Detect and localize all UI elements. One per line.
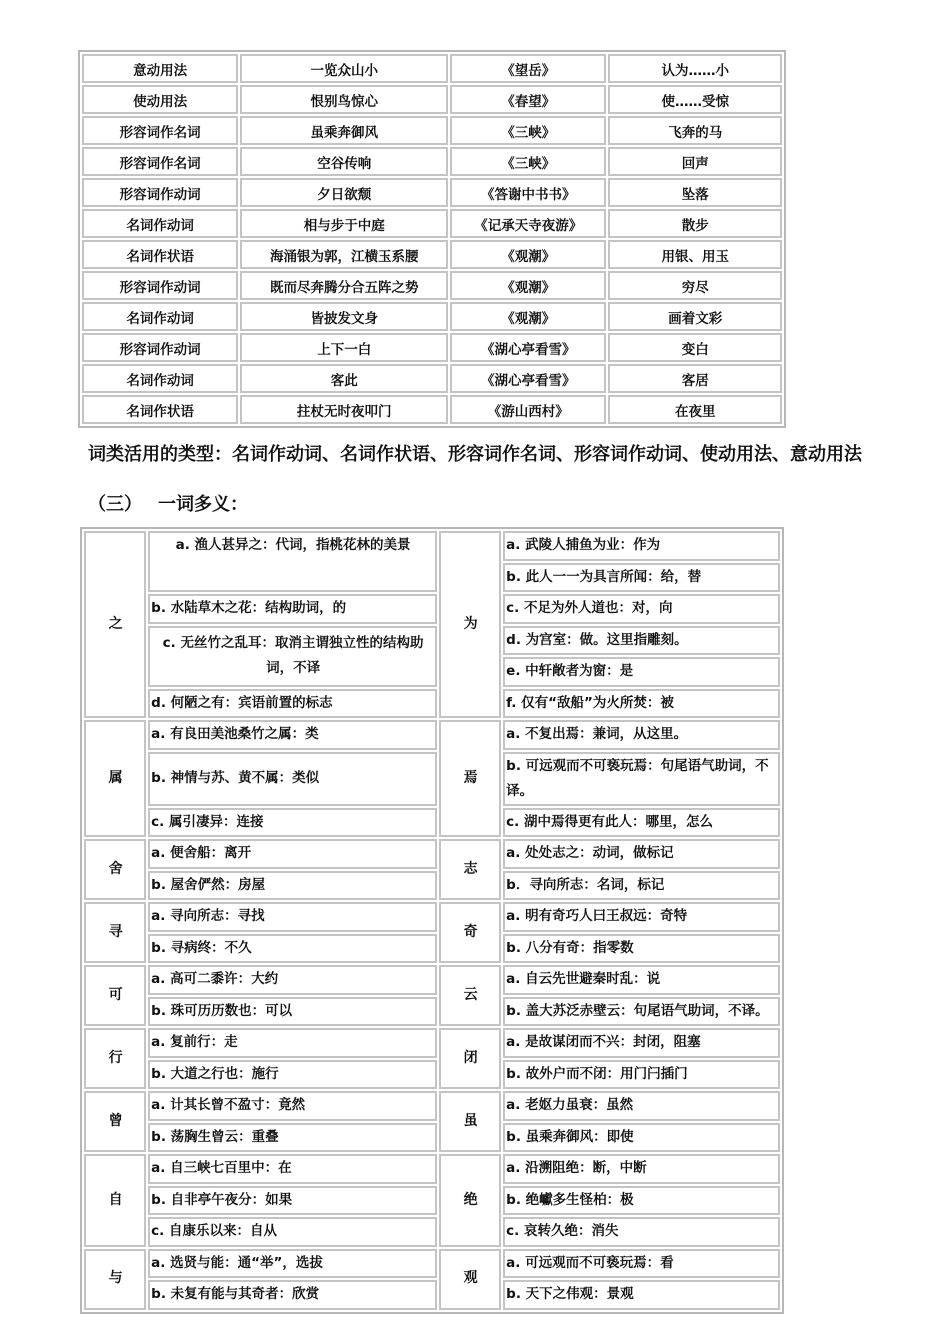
- meaning-item: a. 沿溯阻绝：断，中断: [503, 1154, 780, 1184]
- meaning: 坠落: [608, 178, 782, 207]
- example-sentence: 虽乘奔御风: [240, 116, 448, 145]
- meaning: 使……受惊: [608, 85, 782, 114]
- polysemy-table: [80, 527, 784, 1314]
- meaning-item: c. 属引凄异：连接: [148, 808, 437, 838]
- usage-types-summary: 词类活用的类型：名词作动词、名词作状语、形容词作名词、形容词作动词、使动用法、意动用法: [88, 444, 862, 465]
- meaning-item: a. 处处志之：动词，做标记: [503, 839, 780, 869]
- meaning: 散步: [608, 209, 782, 238]
- meaning-item: c. 自康乐以来：自从: [148, 1217, 437, 1247]
- usage-type: 名词作状语: [82, 240, 238, 269]
- usage-type: 名词作动词: [82, 209, 238, 238]
- meaning-item: b. 可远观而不可亵玩焉：句尾语气助词，不译。: [503, 752, 780, 806]
- word-zhi: 之: [84, 531, 146, 718]
- usage-type: 形容词作动词: [82, 333, 238, 362]
- word-guan: 观: [439, 1249, 501, 1310]
- section-title: 一词多义：: [158, 494, 248, 515]
- meaning-item: b. 珠可历历数也：可以: [148, 997, 437, 1027]
- meaning-item: a. 老妪力虽衰：虽然: [503, 1091, 780, 1121]
- source-text: 《望岳》: [450, 54, 606, 83]
- meaning: 回声: [608, 147, 782, 176]
- meaning-item: b. 此人一一为具言所闻：给，替: [503, 563, 780, 593]
- usage-type: 形容词作名词: [82, 116, 238, 145]
- meaning: 客居: [608, 364, 782, 393]
- meaning-item: a. 便舍船：离开: [148, 839, 437, 869]
- usage-type: 意动用法: [82, 54, 238, 83]
- usage-row: [82, 178, 782, 207]
- example-sentence: 夕日欲颓: [240, 178, 448, 207]
- polysemy-word: 可: [84, 965, 146, 1026]
- meaning-item: b. 八分有奇：指零数: [503, 934, 780, 964]
- polysemy-word: 志: [439, 839, 501, 900]
- word-class-usage-table: [78, 50, 786, 428]
- word-jue: 绝: [439, 1154, 501, 1247]
- word-wei: 为: [439, 531, 501, 718]
- meaning-item: b. 自非亭午夜分：如果: [148, 1186, 437, 1216]
- meaning-item: a. 可远观而不可亵玩焉：看: [503, 1249, 780, 1279]
- source-text: 《湖心亭看雪》: [450, 333, 606, 362]
- meaning-item: a. 明有奇巧人曰王叔远：奇特: [503, 902, 780, 932]
- meaning: 变白: [608, 333, 782, 362]
- meaning-item: b. 未复有能与其奇者：欣赏: [148, 1280, 437, 1310]
- polysemy-word: 舍: [84, 839, 146, 900]
- word-shu: 属: [84, 720, 146, 837]
- meaning-item: b. 盖大苏泛赤壁云：句尾语气助词，不译。: [503, 997, 780, 1027]
- meaning: 飞奔的马: [608, 116, 782, 145]
- polysemy-word: 虽: [439, 1091, 501, 1152]
- meaning-item: f. 仅有“敌船”为火所焚：被: [503, 689, 780, 719]
- usage-row: [82, 240, 782, 269]
- usage-type: 名词作动词: [82, 364, 238, 393]
- meaning-item: a. 选贤与能：通“举”，选拔: [148, 1249, 437, 1279]
- word-yu: 与: [84, 1249, 146, 1310]
- meaning-item: d. 何陋之有：宾语前置的标志: [148, 689, 437, 719]
- usage-row: [82, 271, 782, 300]
- polysemy-word: 奇: [439, 902, 501, 963]
- polysemy-word: 寻: [84, 902, 146, 963]
- source-text: 《三峡》: [450, 116, 606, 145]
- meaning-item: b. 水陆草木之花：结构助词，的: [148, 594, 437, 624]
- example-sentence: 皆披发文身: [240, 302, 448, 331]
- meaning-item: b. 天下之伟观：景观: [503, 1280, 780, 1310]
- source-text: 《观潮》: [450, 240, 606, 269]
- section-heading: [88, 490, 248, 516]
- meaning-item: a. 高可二黍许：大约: [148, 965, 437, 995]
- usage-row: [82, 54, 782, 83]
- source-text: 《答谢中书书》: [450, 178, 606, 207]
- meaning-item: b. 故外户而不闭：用门闩插门: [503, 1060, 780, 1090]
- meaning-item: b. 寻病终：不久: [148, 934, 437, 964]
- example-sentence: 相与步于中庭: [240, 209, 448, 238]
- source-text: 《三峡》: [450, 147, 606, 176]
- example-sentence: 既而尽奔腾分合五阵之势: [240, 271, 448, 300]
- polysemy-word: 闭: [439, 1028, 501, 1089]
- source-text: 《记承天寺夜游》: [450, 209, 606, 238]
- meaning: 穷尽: [608, 271, 782, 300]
- usage-type: 形容词作名词: [82, 147, 238, 176]
- word-zi: 自: [84, 1154, 146, 1247]
- usage-type: 形容词作动词: [82, 178, 238, 207]
- meaning-item: a. 计其长曾不盈寸：竟然: [148, 1091, 437, 1121]
- meaning-item: e. 中轩敞者为窗：是: [503, 657, 780, 687]
- usage-row: [82, 364, 782, 393]
- meaning: 在夜里: [608, 395, 782, 424]
- usage-row: [82, 85, 782, 114]
- polysemy-word: 云: [439, 965, 501, 1026]
- example-sentence: 海涌银为郭，江横玉系腰: [240, 240, 448, 269]
- meaning: 用银、用玉: [608, 240, 782, 269]
- meaning-item: b. 虽乘奔御风：即使: [503, 1123, 780, 1153]
- meaning-item: b. 荡胸生曾云：重叠: [148, 1123, 437, 1153]
- example-sentence: 拄杖无时夜叩门: [240, 395, 448, 424]
- meaning-item: a. 复前行：走: [148, 1028, 437, 1058]
- usage-row: [82, 147, 782, 176]
- word-yan: 焉: [439, 720, 501, 837]
- usage-row: [82, 116, 782, 145]
- meaning-item: c. 无丝竹之乱耳：取消主谓独立性的结构助词，不译: [148, 626, 437, 687]
- meaning-item: b. 神情与苏、黄不属：类似: [148, 752, 437, 806]
- usage-type: 形容词作动词: [82, 271, 238, 300]
- source-text: 《观潮》: [450, 302, 606, 331]
- meaning-item: b. 绝巘多生怪柏：极: [503, 1186, 780, 1216]
- example-sentence: 上下一白: [240, 333, 448, 362]
- usage-row: [82, 333, 782, 362]
- example-sentence: 恨别鸟惊心: [240, 85, 448, 114]
- meaning-item: a. 自云先世避秦时乱：说: [503, 965, 780, 995]
- usage-row: [82, 209, 782, 238]
- meaning-item: b. 屋舍俨然：房屋: [148, 871, 437, 901]
- usage-type: 名词作状语: [82, 395, 238, 424]
- meaning-item: a. 不复出焉：兼词，从这里。: [503, 720, 780, 750]
- usage-type: 名词作动词: [82, 302, 238, 331]
- meaning-item: c. 哀转久绝：消失: [503, 1217, 780, 1247]
- meaning-item: a. 有良田美池桑竹之属：类: [148, 720, 437, 750]
- meaning-item: c. 湖中焉得更有此人：哪里，怎么: [503, 808, 780, 838]
- source-text: 《春望》: [450, 85, 606, 114]
- polysemy-word: 行: [84, 1028, 146, 1089]
- meaning-item: a. 寻向所志：寻找: [148, 902, 437, 932]
- example-sentence: 一览众山小: [240, 54, 448, 83]
- usage-type: 使动用法: [82, 85, 238, 114]
- example-sentence: 客此: [240, 364, 448, 393]
- source-text: 《观潮》: [450, 271, 606, 300]
- meaning-item: a. 是故谋闭而不兴：封闭，阻塞: [503, 1028, 780, 1058]
- meaning-item: b．寻向所志：名词，标记: [503, 871, 780, 901]
- meaning-item: c. 不足为外人道也：对，向: [503, 594, 780, 624]
- meaning: 画着文彩: [608, 302, 782, 331]
- section-number: （三）: [88, 494, 142, 515]
- meaning-item: d. 为宫室：做。这里指雕刻。: [503, 626, 780, 656]
- meaning: 认为……小: [608, 54, 782, 83]
- example-sentence: 空谷传响: [240, 147, 448, 176]
- usage-row: [82, 395, 782, 424]
- source-text: 《游山西村》: [450, 395, 606, 424]
- polysemy-word: 曾: [84, 1091, 146, 1152]
- meaning-item: a. 自三峡七百里中：在: [148, 1154, 437, 1184]
- source-text: 《湖心亭看雪》: [450, 364, 606, 393]
- meaning-item: a. 武陵人捕鱼为业：作为: [503, 531, 780, 561]
- meaning-item: a. 渔人甚异之：代词，指桃花林的美景: [148, 531, 437, 592]
- usage-row: [82, 302, 782, 331]
- meaning-item: b. 大道之行也：施行: [148, 1060, 437, 1090]
